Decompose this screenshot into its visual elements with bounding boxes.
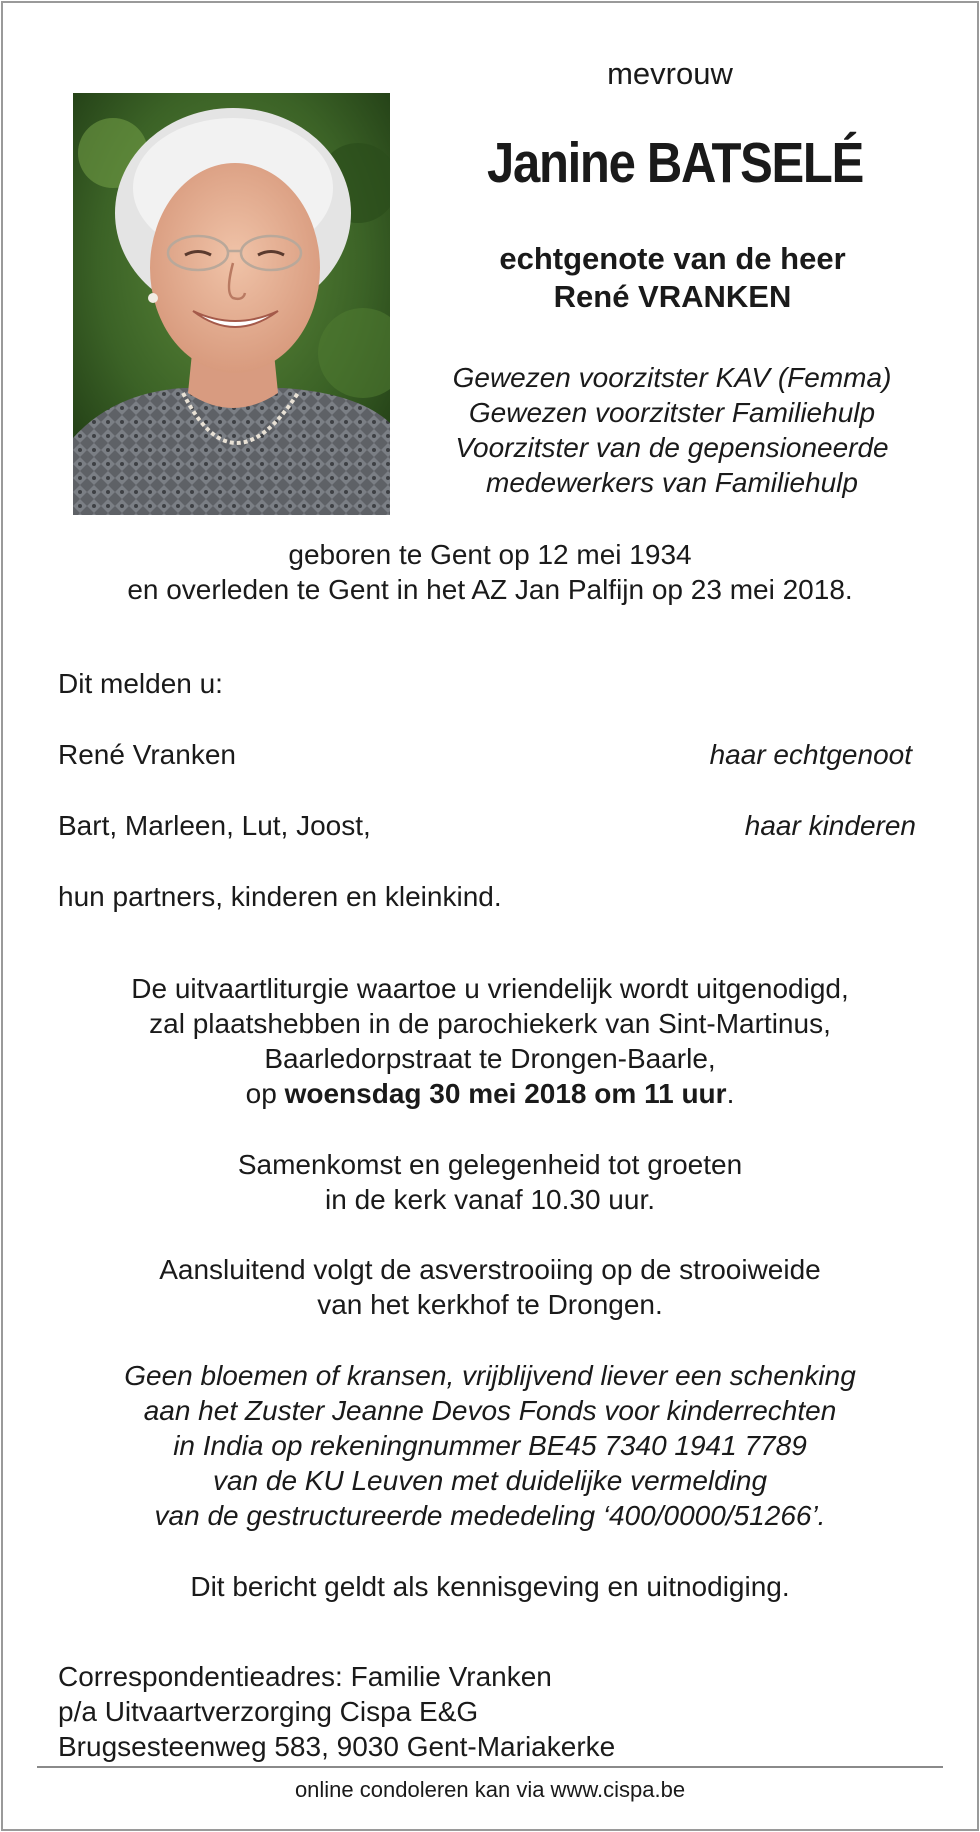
ceremony-line: De uitvaartliturgie waartoe u vriendelijk wordt uitgenodigd, [131,973,849,1004]
gathering-line: in de kerk vanaf 10.30 uur. [325,1184,655,1215]
spouse-block [420,240,925,316]
correspondence-address [58,1659,615,1764]
notice-line: Dit bericht geldt als kennisgeving en uitnodiging. [190,1571,790,1602]
ceremony-date: woensdag 30 mei 2018 om 11 uur [284,1078,727,1109]
mourner-others: hun partners, kinderen en kleinkind. [58,881,502,912]
gathering-line: Samenkomst en gelegenheid tot groeten [237,1149,743,1180]
ceremony-block [40,971,940,1111]
ceremony-suffix: . [726,1078,735,1109]
donation-line: in India op rekeningnummer BE45 7340 1941 7789 [173,1430,807,1461]
gathering-block [40,1147,940,1217]
spouse-name: René VRANKEN [553,279,792,314]
honorific: mevrouw [607,56,733,91]
condolence-link[interactable]: online condoleren kan via www.cispa.be [294,1777,686,1802]
mourner-relation: haar kinderen [744,810,916,841]
role-line: Gewezen voorzitster Familiehulp [468,397,876,428]
role-line: medewerkers van Familiehulp [486,467,858,498]
donation-line: van de gestructureerde mededeling ‘400/0000/51266’. [154,1500,826,1531]
spouse-intro: echtgenote van de heer [499,241,846,276]
donation-line: van de KU Leuven met duidelijke vermelding [212,1465,768,1496]
mourner-name: Bart, Marleen, Lut, Joost, [58,810,371,841]
ceremony-prefix: op [245,1078,277,1109]
address-line: p/a Uitvaartverzorging Cispa E&G [58,1696,479,1727]
scattering-line: van het kerkhof te Drongen. [317,1289,663,1320]
mourner-relation: haar echtgenoot [709,739,912,770]
birth-line: geboren te Gent op 12 mei 1934 [288,539,692,570]
donation-line: Geen bloemen of kransen, vrijblijvend liever een schenking [124,1360,856,1391]
ceremony-datetime [40,1076,940,1111]
donation-line: aan het Zuster Jeanne Devos Fonds voor kinderrechten [143,1395,837,1426]
role-line: Gewezen voorzitster KAV (Femma) [452,362,892,393]
portrait-photo [73,93,390,515]
mourner-name: René Vranken [58,739,236,770]
ceremony-line: zal plaatshebben in de parochiekerk van Sint-Martinus, [149,1008,831,1039]
address-line: Correspondentieadres: Familie Vranken [58,1661,552,1692]
ceremony-line: Baarledorpstraat te Drongen-Baarle, [264,1043,716,1074]
scattering-line: Aansluitend volgt de asverstrooiing op de strooiweide [159,1254,821,1285]
life-dates [40,537,940,607]
donation-block [40,1358,940,1533]
death-line: en overleden te Gent in het AZ Jan Palfijn op 23 mei 2018. [127,574,853,605]
divider [37,1766,943,1768]
roles-list [412,360,932,500]
announce-intro: Dit melden u: [58,668,223,699]
scattering-block [40,1252,940,1322]
deceased-name: Janine BATSELÉ [486,131,863,195]
role-line: Voorzitster van de gepensioneerde [455,432,889,463]
address-line: Brugsesteenweg 583, 9030 Gent-Mariakerke [58,1731,616,1762]
